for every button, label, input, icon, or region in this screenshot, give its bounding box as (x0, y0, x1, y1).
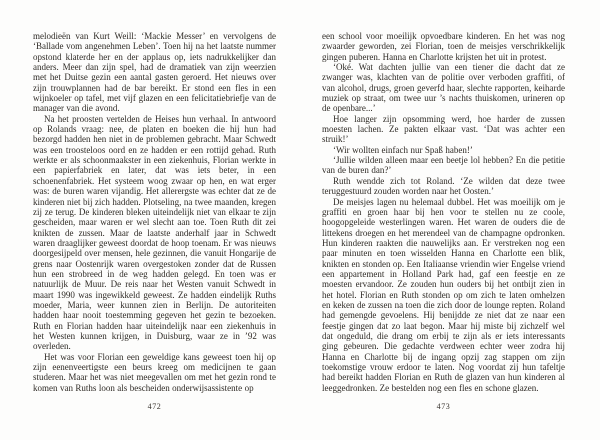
page-number-left: 472 (147, 402, 162, 411)
paragraph: melodieën van Kurt Weill: ‘Mackie Messer’ en vervolgens de ‘Ballade vom angenehmen Leben’. Toen hij na het laatste nummer opstond klaterde her en der applaus op, iets nadrukkelijker dan anders. Meer dan zijn spel, had de dramatiek van zijn weerzien met het Duitse gezin een aantal gasten geroerd. Het nieuws over zijn trouwplannen had de bar bereikt. Er stond een fles in een wijnkoeler op tafel, met vijf glazen en een felicitatiebriefje van de manager van die avond. (33, 31, 276, 114)
page-number-right: 473 (436, 402, 451, 411)
paragraph: ‘Jullie wilden alleen maar een beetje lol hebben? En die petitie van de buren dan?’ (322, 155, 565, 176)
paragraph: ‘Wir wollten einfach nur Spaß haben!’ (333, 144, 473, 155)
paragraph: een school voor moeilijk opvoedbare kinderen. En het was nog zwaarder geworden, zei Florian, toen de meisjes verschrikkelijk gingen puberen. Hanna en Charlotte krijsten het uit in protest. (322, 31, 565, 62)
paragraph: Hoe langer zijn opsomming werd, hoe harder de zussen moesten lachen. Ze pakten elkaar vast. ‘Dat was achter een struik!’ (322, 113, 565, 145)
paragraph: ‘Oké. Wat dachten jullie van een tiener die dacht dat ze zwanger was, klachten van de politie over verboden graffiti, of van alcohol, drugs, groen geverfd haar, slechte rapporten, keiharde muziek op straat, om twee uur ’s nachts thuiskomen, urineren op de openbare...’ (322, 62, 565, 114)
paragraph: Het was voor Florian een geweldige kans geweest toen hij op zijn eenenveertigste een beurs kreeg om medicijnen te gaan studeren. Maar het was niet meegevallen om met het gezin rond te komen van Ruths loon als bescheiden onderwijsassistente op (33, 351, 276, 393)
paragraph: De meisjes lagen nu helemaal dubbel. Het was moeilijk om je graffiti en groen haar bij hen voor te stellen nu ze coole, hoogopgeleide westerlingen waren. Het waren de ouders die de littekens droegen en het merendeel van de champagne opdronken. Hun kinderen raakten die nauwelijks aan. Er verstreken nog een paar minuten en toen wisselden Hanna en Charlotte een blik, knikten en stonden op. Een Italiaanse vriendin wier Engelse vriend een appartement in Holland Park had, gaf een feestje en ze moesten ervandoor. Ze zouden hun ouders bij het ontbijt zien in het hotel. Florian en Ruth stonden op om zich te laten omhelzen en keken de zussen na toen die zich door de lounge repten. Roland had gemengde gevoelens. Hij benijdde ze niet dat ze naar een feestje gingen dat zo laat begon. Maar hij miste bij zichzelf wel dat ongeduld, die drang om erbij te zijn als er iets interessants ging gebeuren. Die gedachte verdween echter weer zodra hij Hanna en Charlotte bij de ingang opzij zag stappen om zijn toekomstige vrouw erdoor te laten. Nog voordat zij hun tafeltje had bereikt hadden Florian en Ruth de glazen van hun kinderen al leeggedronken. Ze bestelden nog een fles en schone glazen. (322, 196, 565, 393)
book-page-left (33, 31, 276, 426)
paragraph: Ruth wendde zich tot Roland. ‘Ze wilden dat deze twee teruggestuurd zouden worden naar het Oosten.’ (322, 175, 565, 197)
left-page-text (33, 31, 276, 393)
book-page-right (322, 31, 565, 426)
right-page-text (322, 31, 565, 393)
paragraph: Na het proosten vertelden de Heises hun verhaal. In antwoord op Rolands vraag: nee, de platen en boeken die hij hun had bezorgd hadden hen niet in de problemen gebracht. Maar Schwedt was een troosteloos oord en ze hadden er een rottijd gehad. Ruth werkte er als schoonmaakster in een ziekenhuis, Florian werkte in een papierfabriek en later, dat was iets beter, in een schoenenfabriek. Het systeem woog zwaar op hen, en wat erger was: de buren waren vijandig. Het allerergste was echter dat ze de kinderen niet bij zich hadden. Plotseling, na twee maanden, kregen zij ze terug. De kinderen bleken uiteindelijk niet van elkaar te zijn gescheiden, maar waren er wel slecht aan toe. Toen Ruth dit zei knikten de zussen. Maar de laatste anderhalf jaar in Schwedt waren draaglijker geweest doordat de hoop toenam. Er was nieuws doorgesijpeld over mensen, hele gezinnen, die vanuit Hongarije de grens naar Oostenrijk waren overgestoken zonder dat de Russen hun een strobreed in de weg hadden gelegd. En toen was er natuurlijk de Muur. De reis naar het Westen vanuit Schwedt in maart 1990 was ingewikkeld geweest. Ze hadden eindelijk Ruths moeder, Maria, weer kunnen zien in Berlijn. De autoriteiten hadden haar nooit toestemming gegeven het gezin te bezoeken. Ruth en Florian hadden haar uiteindelijk naar een ziekenhuis in het Westen kunnen krijgen, in Duisburg, waar ze in ’92 was overleden. (33, 113, 276, 352)
